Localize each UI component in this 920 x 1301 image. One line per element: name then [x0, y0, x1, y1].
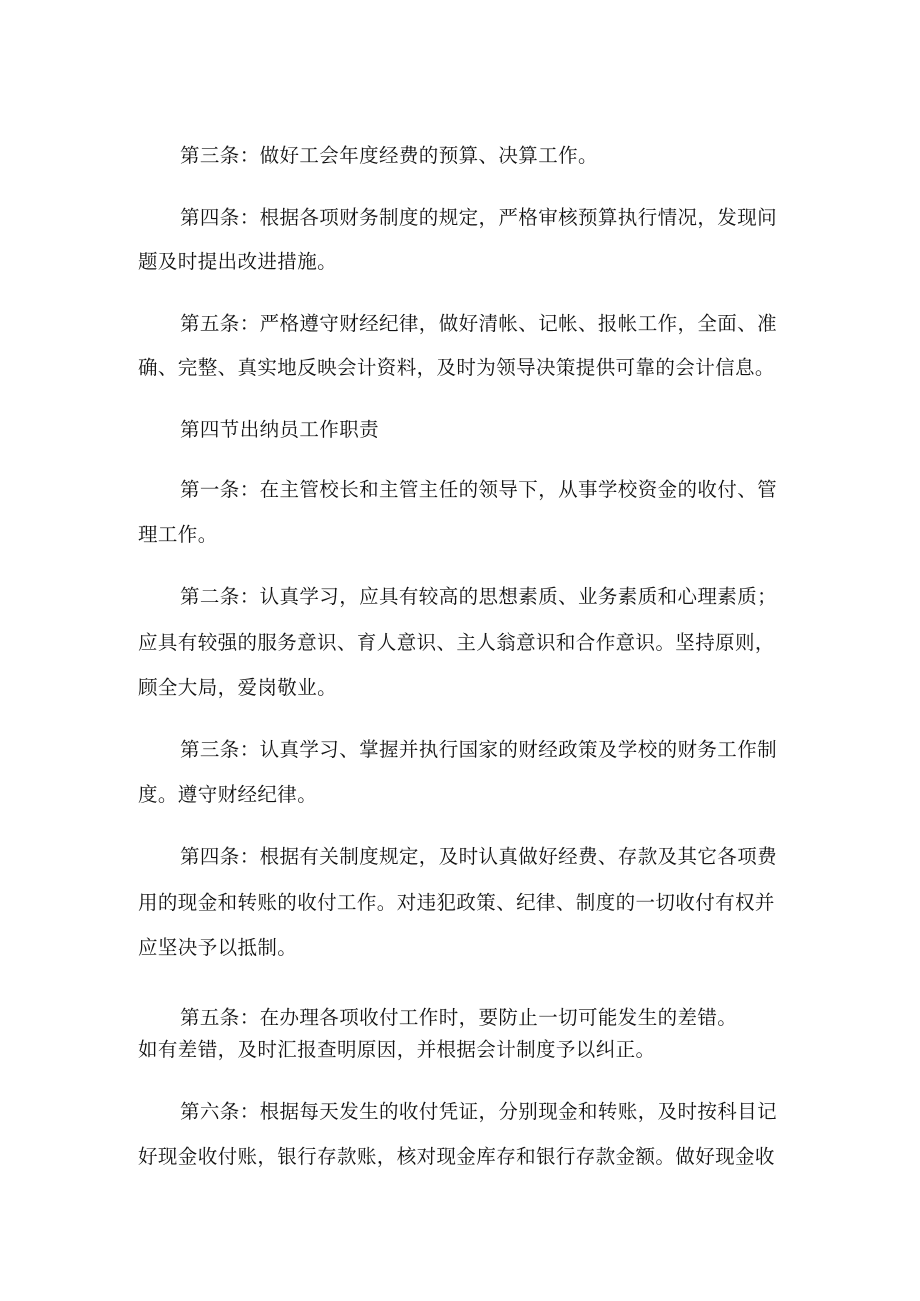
text-line: 度。遵守财经纪律。	[138, 783, 318, 806]
text-line: 如有差错，及时汇报查明原因，并根据会计制度予以纠正。	[138, 1038, 656, 1061]
text-line: 第四条：根据各项财务制度的规定，严格审核预算执行情况，发现问	[180, 206, 778, 229]
text-line: 确、完整、真实地反映会计资料，及时为领导决策提供可靠的会计信息。	[138, 356, 775, 379]
text-line: 顾全大局，爱岗敬业。	[138, 676, 338, 699]
text-line: 第一条：在主管校长和主管主任的领导下，从事学校资金的收付、管	[180, 478, 778, 501]
text-line: 第五条：严格遵守财经纪律，做好清帐、记帐、报帐工作，全面、准	[180, 312, 778, 335]
text-line: 第四条：根据有关制度规定，及时认真做好经费、存款及其它各项费	[180, 845, 778, 868]
text-line: 用的现金和转账的收付工作。对违犯政策、纪律、制度的一切收付有权并	[138, 891, 775, 914]
text-line: 理工作。	[138, 523, 218, 546]
text-line: 第三条：认真学习、掌握并执行国家的财经政策及学校的财务工作制	[180, 738, 778, 761]
text-line: 好现金收付账，银行存款账，核对现金库存和银行存款金额。做好现金收	[138, 1145, 775, 1168]
text-line: 题及时提出改进措施。	[138, 250, 338, 273]
text-line: 第六条：根据每天发生的收付凭证，分别现金和转账，及时按科目记	[180, 1100, 778, 1123]
text-line: 应坚决予以抵制。	[138, 936, 298, 959]
text-line: 应具有较强的服务意识、育人意识、主人翁意识和合作意识。坚持原则，	[138, 631, 775, 654]
text-line: 第二条：认真学习，应具有较高的思想素质、业务素质和心理素质；	[180, 585, 778, 608]
text-line: 第三条：做好工会年度经费的预算、决算工作。	[180, 144, 598, 167]
section-heading: 第四节出纳员工作职责	[180, 418, 380, 441]
text-line: 第五条：在办理各项收付工作时，要防止一切可能发生的差错。	[180, 1006, 738, 1029]
